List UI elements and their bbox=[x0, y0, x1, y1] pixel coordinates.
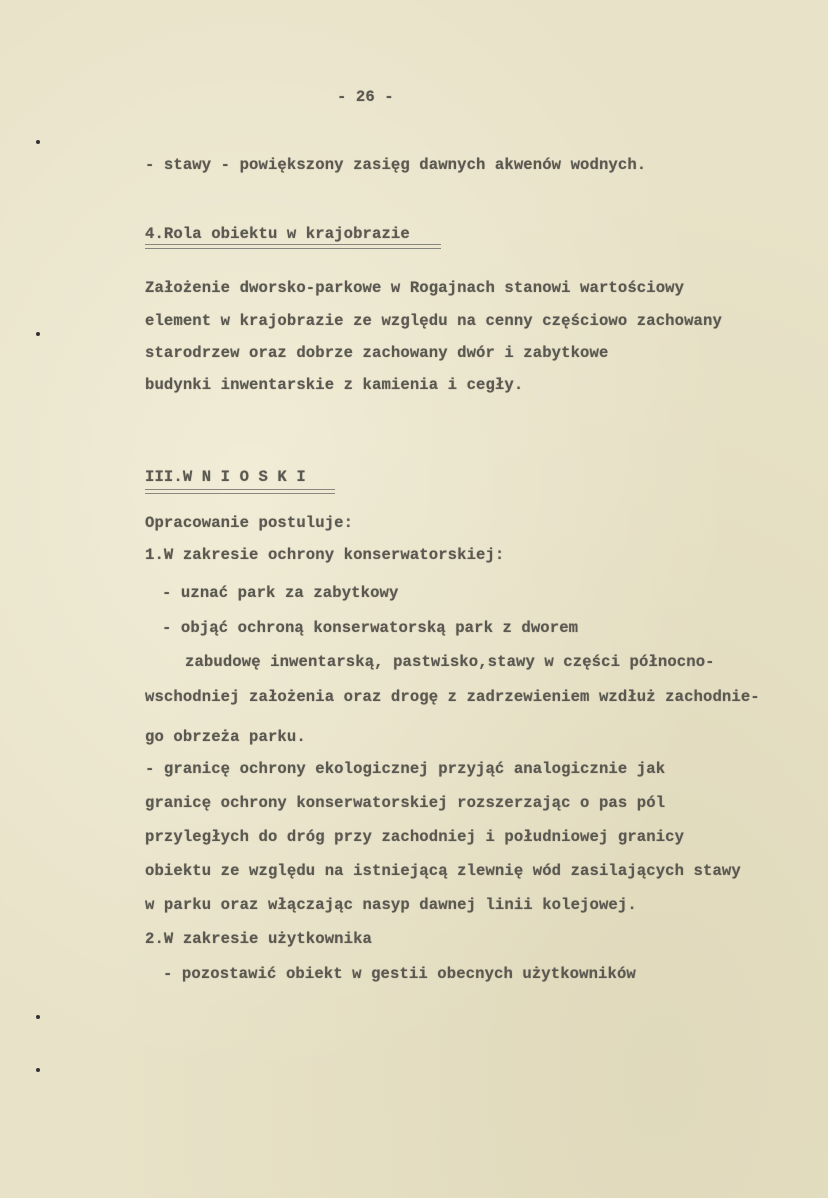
margin-dot bbox=[36, 1068, 40, 1072]
list-item: granicę ochrony konserwatorskiej rozszerzając o pas pól bbox=[145, 794, 666, 812]
list-item: w parku oraz włączając nasyp dawnej linii kolejowej. bbox=[145, 896, 637, 914]
list-item: - uznać park za zabytkowy bbox=[162, 584, 399, 602]
paragraph-line: element w krajobrazie ze względu na cenny częściowo zachowany bbox=[145, 312, 722, 330]
heading-underline bbox=[145, 489, 335, 494]
page-number: - 26 - bbox=[337, 88, 394, 106]
point-title: 2.W zakresie użytkownika bbox=[145, 930, 372, 948]
section-heading: III.W N I O S K I bbox=[145, 468, 306, 486]
list-item: zabudowę inwentarską, pastwisko,stawy w części północno- bbox=[185, 653, 715, 671]
heading-underline bbox=[145, 244, 441, 249]
margin-dot bbox=[36, 140, 40, 144]
list-item: przyległych do dróg przy zachodniej i południowej granicy bbox=[145, 828, 685, 846]
list-item: - granicę ochrony ekologicznej przyjąć analogicznie jak bbox=[145, 760, 666, 778]
list-item: wschodniej założenia oraz drogę z zadrzewieniem wzdłuż zachodnie- bbox=[145, 688, 760, 706]
paragraph-line: starodrzew oraz dobrze zachowany dwór i zabytkowe bbox=[145, 344, 609, 362]
margin-dot bbox=[36, 1015, 40, 1019]
list-item: - objąć ochroną konserwatorską park z dworem bbox=[162, 619, 579, 637]
point-title: 1.W zakresie ochrony konserwatorskiej: bbox=[145, 546, 505, 564]
margin-dot bbox=[36, 332, 40, 336]
list-item: obiektu ze względu na istniejącą zlewnię wód zasilających stawy bbox=[145, 862, 741, 880]
list-item: go obrzeża parku. bbox=[145, 728, 306, 746]
paragraph-line: Założenie dworsko-parkowe w Rogajnach stanowi wartościowy bbox=[145, 279, 685, 297]
list-item: - pozostawić obiekt w gestii obecnych użytkowników bbox=[163, 965, 636, 983]
intro-line: - stawy - powiększony zasięg dawnych akwenów wodnych. bbox=[145, 156, 647, 174]
intro-text: Opracowanie postuluje: bbox=[145, 514, 354, 532]
section-heading: 4.Rola obiektu w krajobrazie bbox=[145, 225, 410, 243]
paragraph-line: budynki inwentarskie z kamienia i cegły. bbox=[145, 376, 524, 394]
